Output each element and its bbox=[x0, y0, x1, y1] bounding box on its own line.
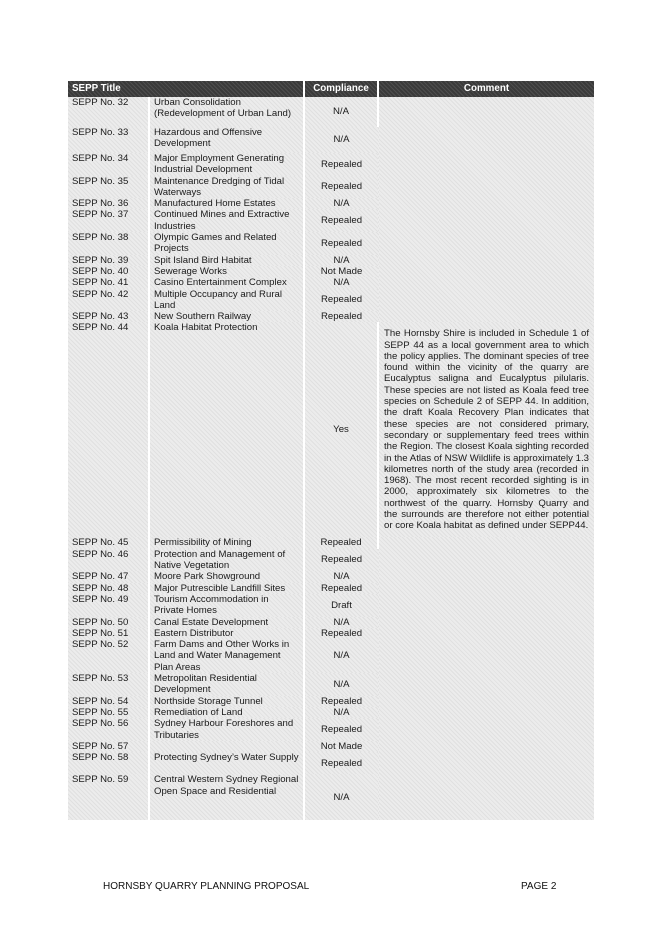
header-compliance: Compliance bbox=[304, 81, 378, 97]
sepp-number-cell: SEPP No. 41 bbox=[68, 277, 149, 288]
sepp-title-cell: Multiple Occupancy and Rural Land bbox=[149, 289, 304, 312]
compliance-cell: Repealed bbox=[304, 549, 378, 572]
sepp-number-cell: SEPP No. 55 bbox=[68, 707, 149, 718]
compliance-cell: Repealed bbox=[304, 718, 378, 741]
sepp-number-cell: SEPP No. 53 bbox=[68, 673, 149, 696]
footer-page-number: PAGE 2 bbox=[521, 881, 557, 892]
compliance-cell: Repealed bbox=[304, 232, 378, 255]
sepp-title-cell: Remediation of Land bbox=[149, 707, 304, 718]
sepp-title-cell: Moore Park Showground bbox=[149, 571, 304, 582]
compliance-cell: N/A bbox=[304, 707, 378, 718]
table-row bbox=[68, 97, 594, 127]
sepp-title-cell: Olympic Games and Related Projects bbox=[149, 232, 304, 255]
sepp-number-cell: SEPP No. 37 bbox=[68, 209, 149, 232]
sepp-number-cell: SEPP No. 56 bbox=[68, 718, 149, 741]
sepp-title-cell: Farm Dams and Other Works in Land and Water Management Plan Areas bbox=[149, 639, 304, 673]
compliance-cell: N/A bbox=[304, 639, 378, 673]
sepp-title-cell: Maintenance Dredging of Tidal Waterways bbox=[149, 176, 304, 199]
sepp-title-cell: Central Western Sydney Regional Open Space and Residential bbox=[149, 774, 304, 820]
sepp-number-cell: SEPP No. 43 bbox=[68, 311, 149, 322]
sepp-title-cell: Permissibility of Mining bbox=[149, 537, 304, 548]
compliance-cell: N/A bbox=[304, 97, 378, 127]
comment-cell-empty bbox=[378, 97, 594, 322]
footer-document-title: HORNSBY QUARRY PLANNING PROPOSAL bbox=[103, 881, 310, 892]
compliance-cell: N/A bbox=[304, 571, 378, 582]
sepp-title-cell: Sydney Harbour Foreshores and Tributaries bbox=[149, 718, 304, 741]
compliance-cell: N/A bbox=[304, 255, 378, 266]
sepp-title-cell: Spit Island Bird Habitat bbox=[149, 255, 304, 266]
sepp-compliance-table bbox=[68, 81, 594, 820]
sepp-title-cell: New Southern Railway bbox=[149, 311, 304, 322]
compliance-cell: Repealed bbox=[304, 628, 378, 639]
sepp-title-cell: Metropolitan Residential Development bbox=[149, 673, 304, 696]
sepp-number-cell: SEPP No. 39 bbox=[68, 255, 149, 266]
sepp-title-cell: Casino Entertainment Complex bbox=[149, 277, 304, 288]
compliance-cell: Draft bbox=[304, 594, 378, 617]
compliance-cell: Yes bbox=[304, 322, 378, 537]
sepp-number-cell: SEPP No. 38 bbox=[68, 232, 149, 255]
compliance-cell: Repealed bbox=[304, 153, 378, 176]
compliance-cell: N/A bbox=[304, 617, 378, 628]
sepp-number-cell: SEPP No. 36 bbox=[68, 198, 149, 209]
comment-cell: The Hornsby Shire is included in Schedule 1 of SEPP 44 as a local government area to which the policy applies. The dominant species of tree found within the vicinity of the quarry are Eucalyptus saligna and Eucalyptus pilularis. These species are not listed as Koala feed tree species on Schedule 2 of SEPP 44. In addition, the draft Koala Recovery Plan indicates that these species are not considered primary, secondary or supplementary feed trees within the Region. The closest Koala sighting recorded in the Atlas of NSW Wildlife is approximately 1.3 kilometres north of the study area (recorded in 1968). The most recent recorded sighting is in 2000, approximately six kilometres to the northwest of the quarry. Hornsby Quarry and the surrounds are therefore not either potential or core Koala habitat as defined under SEPP44. bbox=[378, 322, 594, 537]
sepp-number-cell: SEPP No. 58 bbox=[68, 752, 149, 774]
compliance-cell: Repealed bbox=[304, 176, 378, 199]
sepp-title-cell: Major Employment Generating Industrial Development bbox=[149, 153, 304, 176]
sepp-title-cell: Urban Consolidation (Redevelopment of Urban Land) bbox=[149, 97, 304, 127]
sepp-number-cell: SEPP No. 59 bbox=[68, 774, 149, 820]
sepp-number-cell: SEPP No. 32 bbox=[68, 97, 149, 127]
sepp-title-cell: Eastern Distributor bbox=[149, 628, 304, 639]
sepp-title-cell: Manufactured Home Estates bbox=[149, 198, 304, 209]
sepp-title-cell: Continued Mines and Extractive Industries bbox=[149, 209, 304, 232]
sepp-number-cell: SEPP No. 54 bbox=[68, 696, 149, 707]
sepp-title-cell bbox=[149, 741, 304, 752]
sepp-title-cell: Hazardous and Offensive Development bbox=[149, 127, 304, 153]
sepp-number-cell: SEPP No. 34 bbox=[68, 153, 149, 176]
table-row bbox=[68, 537, 594, 548]
sepp-number-cell: SEPP No. 52 bbox=[68, 639, 149, 673]
compliance-cell: Repealed bbox=[304, 311, 378, 322]
header-sepp-title: SEPP Title bbox=[68, 81, 304, 97]
sepp-number-cell: SEPP No. 35 bbox=[68, 176, 149, 199]
comment-cell-empty bbox=[378, 537, 594, 820]
sepp-number-cell: SEPP No. 40 bbox=[68, 266, 149, 277]
compliance-cell: Repealed bbox=[304, 289, 378, 312]
table-body bbox=[68, 97, 594, 820]
sepp-number-cell: SEPP No. 45 bbox=[68, 537, 149, 548]
sepp-number-cell: SEPP No. 57 bbox=[68, 741, 149, 752]
sepp-number-cell: SEPP No. 48 bbox=[68, 583, 149, 594]
compliance-cell: N/A bbox=[304, 774, 378, 820]
compliance-cell: Not Made bbox=[304, 266, 378, 277]
sepp-title-cell: Canal Estate Development bbox=[149, 617, 304, 628]
compliance-cell: N/A bbox=[304, 127, 378, 153]
compliance-cell: Not Made bbox=[304, 741, 378, 752]
compliance-cell: N/A bbox=[304, 277, 378, 288]
sepp-number-cell: SEPP No. 51 bbox=[68, 628, 149, 639]
compliance-cell: Repealed bbox=[304, 752, 378, 774]
sepp-title-cell: Protection and Management of Native Vegetation bbox=[149, 549, 304, 572]
sepp-number-cell: SEPP No. 33 bbox=[68, 127, 149, 153]
compliance-cell: N/A bbox=[304, 673, 378, 696]
sepp-number-cell: SEPP No. 46 bbox=[68, 549, 149, 572]
compliance-cell: Repealed bbox=[304, 209, 378, 232]
header-comment: Comment bbox=[378, 81, 594, 97]
sepp-number-cell: SEPP No. 42 bbox=[68, 289, 149, 312]
sepp-number-cell: SEPP No. 50 bbox=[68, 617, 149, 628]
compliance-cell: N/A bbox=[304, 198, 378, 209]
sepp-title-cell: Koala Habitat Protection bbox=[149, 322, 304, 537]
sepp-title-cell: Sewerage Works bbox=[149, 266, 304, 277]
sepp-number-cell: SEPP No. 49 bbox=[68, 594, 149, 617]
compliance-cell: Repealed bbox=[304, 537, 378, 548]
sepp-title-cell: Protecting Sydney’s Water Supply bbox=[149, 752, 304, 774]
compliance-cell: Repealed bbox=[304, 696, 378, 707]
table-row bbox=[68, 322, 594, 537]
compliance-cell: Repealed bbox=[304, 583, 378, 594]
table-header-row bbox=[68, 81, 594, 97]
sepp-title-cell: Major Putrescible Landfill Sites bbox=[149, 583, 304, 594]
sepp-title-cell: Northside Storage Tunnel bbox=[149, 696, 304, 707]
sepp-number-cell: SEPP No. 44 bbox=[68, 322, 149, 537]
sepp-number-cell: SEPP No. 47 bbox=[68, 571, 149, 582]
sepp-title-cell: Tourism Accommodation in Private Homes bbox=[149, 594, 304, 617]
